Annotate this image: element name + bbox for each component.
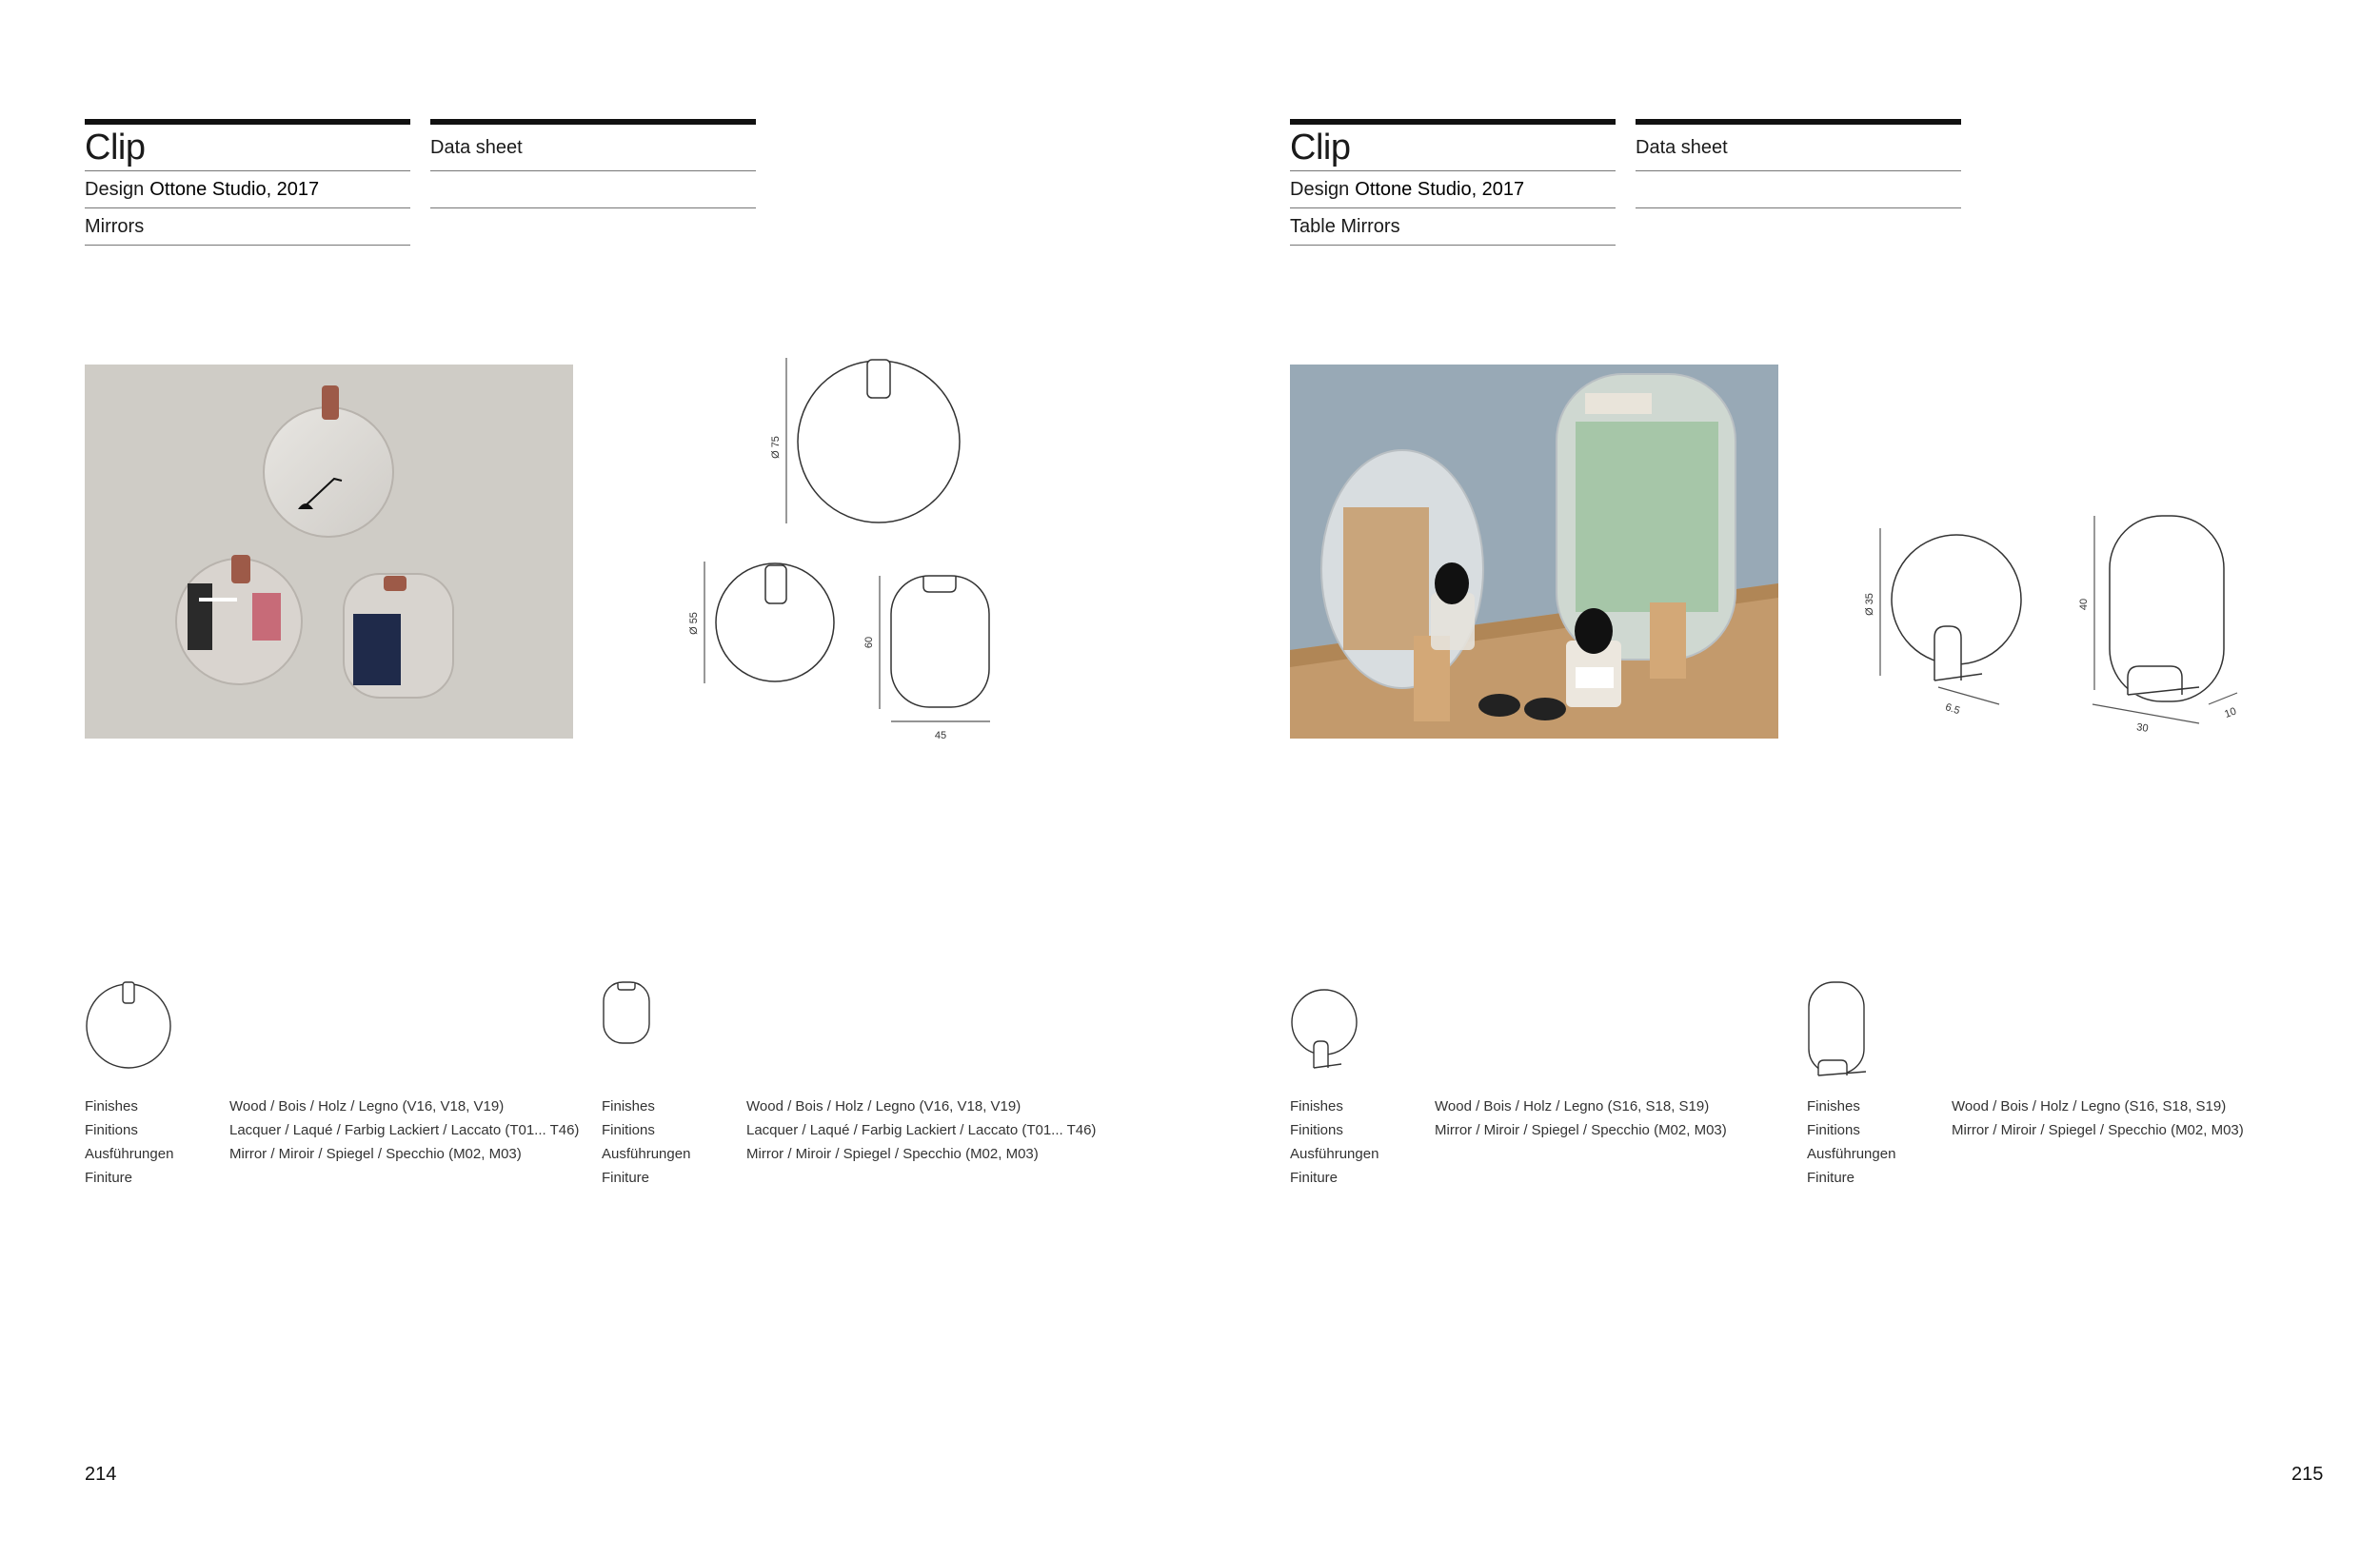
round-mirror-thumbnail	[85, 980, 174, 1070]
finish-label: Finiture	[602, 1170, 650, 1186]
table-mirrors-drawing	[1856, 504, 2313, 752]
product-category: Table Mirrors	[1290, 208, 1616, 246]
round-table-mirror-thumbnail	[1290, 980, 1362, 1072]
finish-label: Finiture	[85, 1170, 133, 1186]
dim-oval-height: 40	[2078, 598, 2090, 611]
finish-value: Mirror / Miroir / Spiegel / Specchio (M02, M03)	[229, 1146, 522, 1162]
page-number: 215	[2291, 1464, 2324, 1485]
finish-value: Mirror / Miroir / Spiegel / Specchio (M02, M03)	[1435, 1122, 1727, 1138]
page-number: 214	[85, 1464, 117, 1485]
left-header-datasheet	[430, 119, 756, 208]
designer-line	[1290, 171, 1616, 208]
finish-value: Wood / Bois / Holz / Legno (S16, S18, S19)	[1435, 1098, 1710, 1114]
finish-label: Finitions	[85, 1122, 138, 1138]
finish-label: Ausführungen	[85, 1146, 174, 1162]
finish-value: Mirror / Miroir / Spiegel / Specchio (M02, M03)	[1952, 1122, 2244, 1138]
dim-oval-width: 30	[2135, 721, 2150, 735]
finish-label: Ausführungen	[1807, 1146, 1896, 1162]
dim-oval-height: 60	[863, 636, 875, 649]
finishes-block-3	[1290, 1095, 1727, 1190]
finishes-block-4	[1807, 1095, 2244, 1190]
finish-label: Finishes	[1290, 1098, 1343, 1114]
dim-large: Ø 75	[770, 436, 782, 459]
finish-label: Finitions	[602, 1122, 655, 1138]
finish-label: Finishes	[1807, 1098, 1860, 1114]
finish-label: Ausführungen	[1290, 1146, 1379, 1162]
dim-oval-depth: 10	[2223, 705, 2238, 720]
finish-value: Wood / Bois / Holz / Legno (V16, V18, V19)	[229, 1098, 505, 1114]
dim-oval-width: 45	[934, 730, 947, 741]
finish-value: Mirror / Miroir / Spiegel / Specchio (M02, M03)	[746, 1146, 1039, 1162]
product-title: Clip	[1290, 125, 1616, 171]
right-page	[1190, 0, 2380, 1558]
designer-line	[85, 171, 410, 208]
finish-label: Finitions	[1290, 1122, 1343, 1138]
finish-value: Lacquer / Laqué / Farbig Lackiert / Laccato (T01... T46)	[746, 1122, 1097, 1138]
finish-label: Finishes	[85, 1098, 138, 1114]
finishes-block-1	[85, 1095, 579, 1190]
empty-row	[430, 171, 756, 208]
finish-value: Lacquer / Laqué / Farbig Lackiert / Laccato (T01... T46)	[229, 1122, 580, 1138]
finish-value: Wood / Bois / Holz / Legno (V16, V18, V19)	[746, 1098, 1021, 1114]
designer-name: Ottone Studio, 2017	[149, 178, 320, 200]
data-sheet-label: Data sheet	[430, 125, 756, 171]
left-header-primary	[85, 119, 410, 246]
finish-label: Finishes	[602, 1098, 655, 1114]
oval-table-mirror-thumbnail	[1807, 978, 1874, 1079]
finish-label: Finiture	[1290, 1170, 1339, 1186]
design-prefix: Design	[85, 178, 145, 200]
finish-label: Ausführungen	[602, 1146, 691, 1162]
dim-small-round: Ø 55	[688, 612, 700, 635]
finish-label: Finitions	[1807, 1122, 1860, 1138]
finish-value: Wood / Bois / Holz / Legno (S16, S18, S19)	[1952, 1098, 2227, 1114]
product-title: Clip	[85, 125, 410, 171]
finishes-block-2	[602, 1095, 1096, 1190]
table-mirrors-photo	[1290, 365, 1778, 739]
data-sheet-label: Data sheet	[1636, 125, 1961, 171]
design-prefix: Design	[1290, 178, 1350, 200]
wall-mirrors-photo	[85, 365, 573, 739]
finish-label: Finiture	[1807, 1170, 1855, 1186]
oval-mirror-thumbnail	[602, 978, 653, 1047]
empty-row	[1636, 171, 1961, 208]
dim-round: Ø 35	[1864, 593, 1875, 616]
right-header-primary	[1290, 119, 1616, 246]
wall-mirrors-drawing	[666, 343, 1066, 752]
dim-round-depth: 6.5	[1943, 701, 1962, 718]
right-header-datasheet	[1636, 119, 1961, 208]
product-category: Mirrors	[85, 208, 410, 246]
designer-name: Ottone Studio, 2017	[1355, 178, 1525, 200]
